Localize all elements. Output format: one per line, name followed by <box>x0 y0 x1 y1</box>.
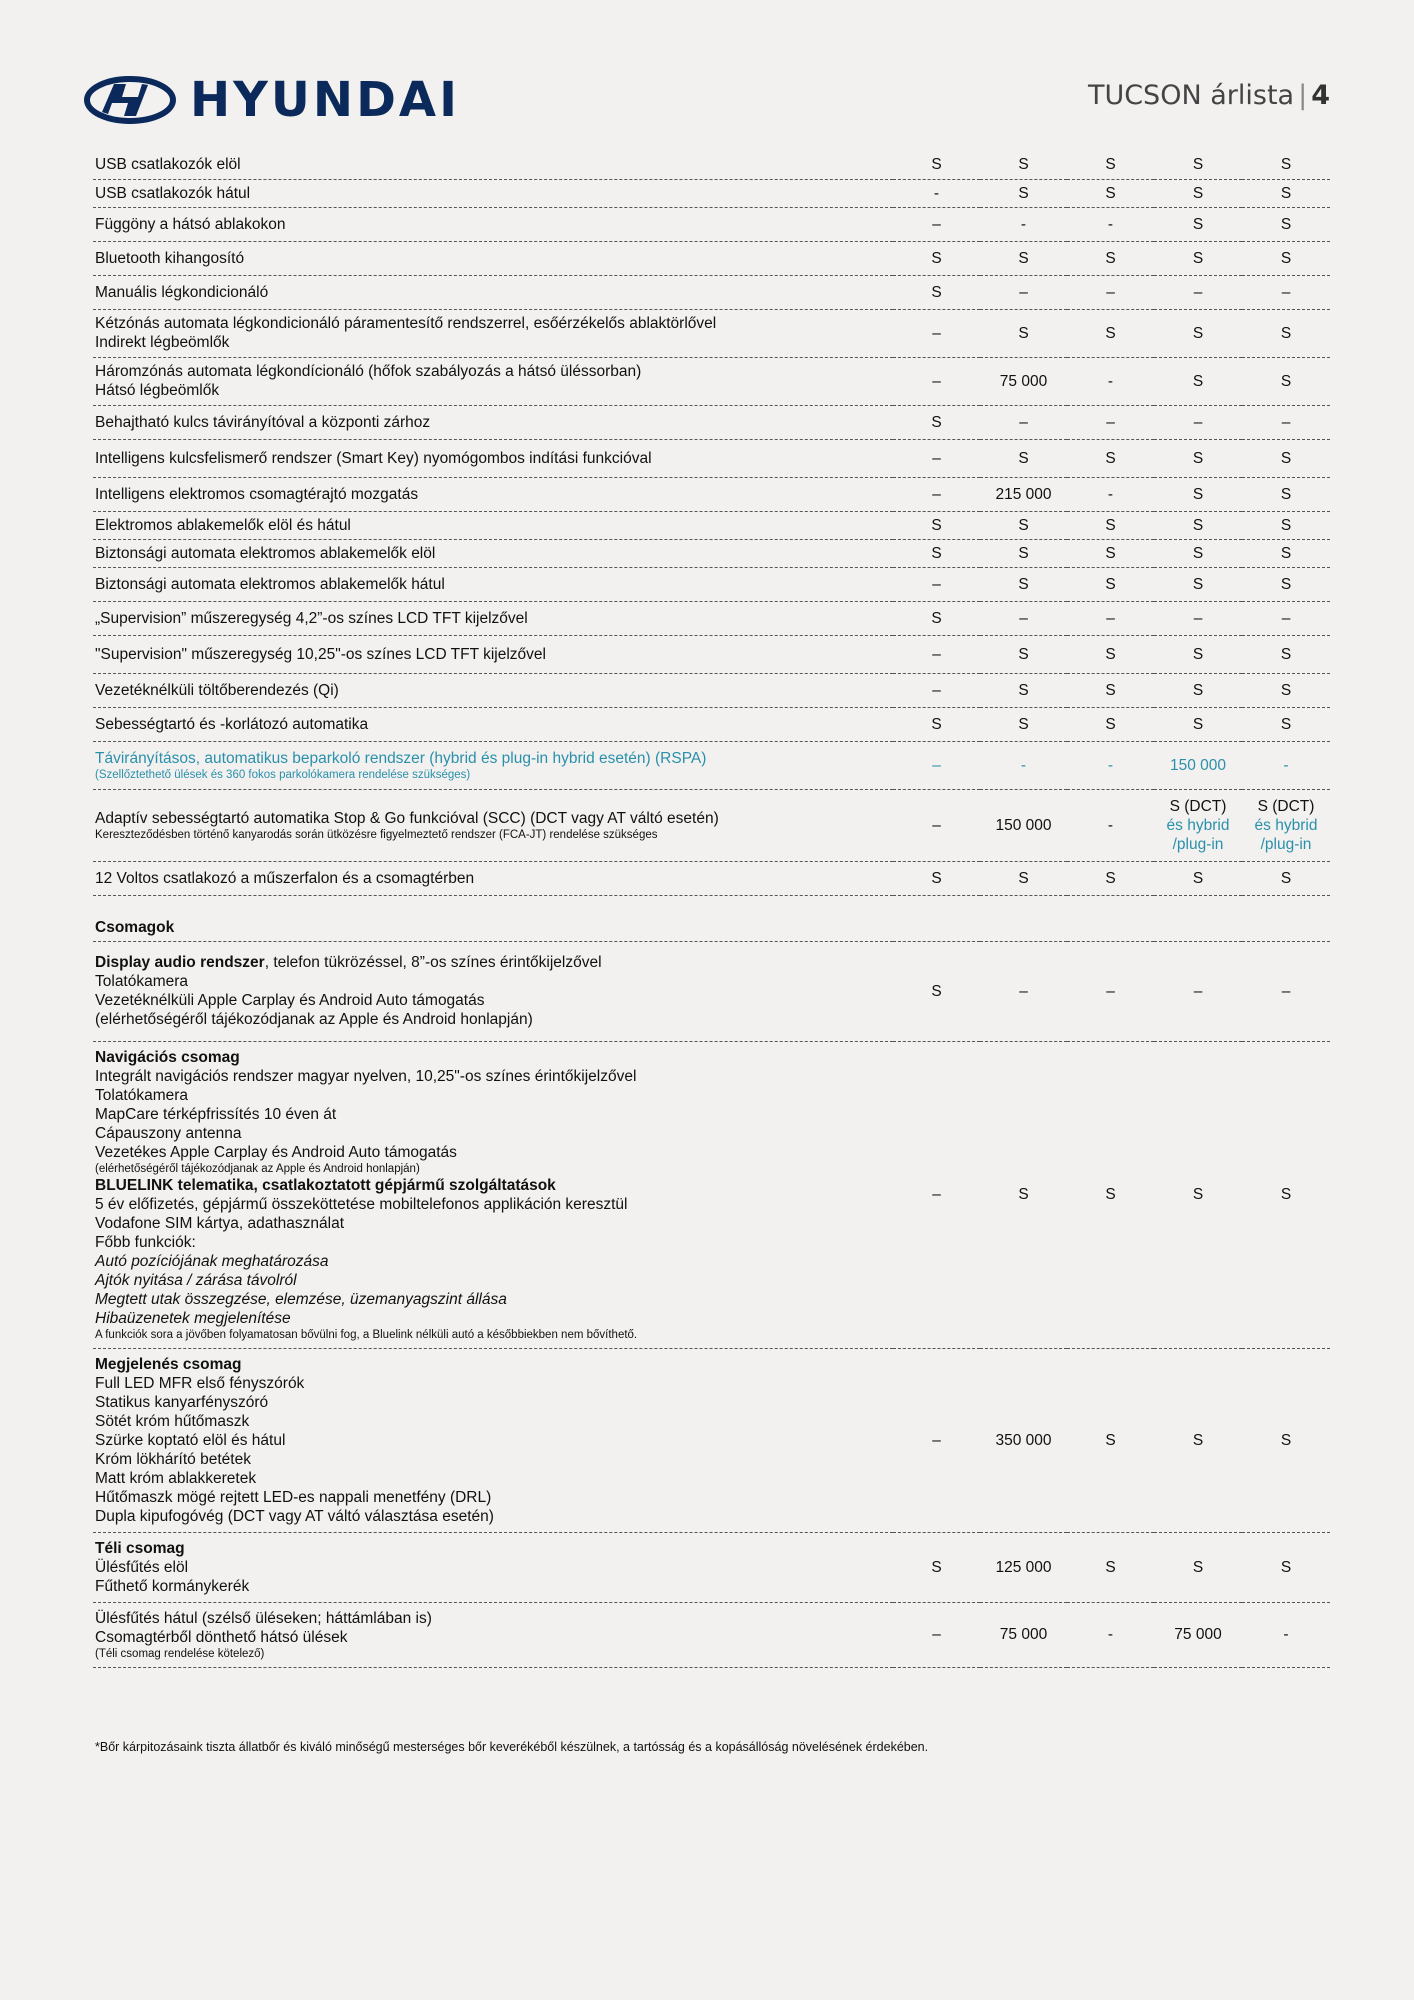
value-cell: 75 000 <box>1154 1602 1242 1667</box>
value-cell: S <box>1242 357 1330 405</box>
value-cell: S <box>980 439 1067 477</box>
table-row-12v <box>93 861 1330 895</box>
table-row-display-audio <box>93 941 1330 1041</box>
value-cell: – <box>1242 601 1330 635</box>
value-cell: – <box>893 1348 980 1532</box>
row-label <box>93 151 893 179</box>
row-label-line: Biztonsági automata elektromos ablakemelők hátul <box>95 575 445 593</box>
look-line: Statikus kanyarfényszóró <box>95 1393 269 1411</box>
value-cell <box>1242 789 1330 861</box>
value-cell: S <box>1242 1532 1330 1602</box>
row-label-line: Biztonsági automata elektromos ablakemelők elöl <box>95 544 436 562</box>
table-row <box>93 357 1330 405</box>
nav-line: Vodafone SIM kártya, adathasználat <box>95 1214 345 1232</box>
row-label <box>93 357 893 405</box>
look-line: Full LED MFR első fényszórók <box>95 1374 305 1392</box>
value-cell: - <box>1067 741 1154 789</box>
value-cell: S <box>1154 207 1242 241</box>
value-cell: – <box>893 567 980 601</box>
value-cell <box>1154 789 1242 861</box>
display-line: Tolatókamera <box>95 973 189 990</box>
value-cell: - <box>1242 1602 1330 1667</box>
value-cell: – <box>893 309 980 357</box>
value-cell: S <box>1067 1532 1154 1602</box>
value-cell: S <box>1154 477 1242 511</box>
row-label <box>93 789 893 861</box>
value-cell: - <box>893 179 980 207</box>
value-cell: S <box>980 539 1067 567</box>
value-cell: – <box>1242 275 1330 309</box>
value-cell: S <box>980 309 1067 357</box>
value-cell: – <box>1067 405 1154 439</box>
value-cell: – <box>893 1602 980 1667</box>
row-label-line: USB csatlakozók elöl <box>95 156 241 174</box>
row-label-line: USB csatlakozók hátul <box>95 184 251 202</box>
row-label-line: "Supervision" műszeregység 10,25"-os színes LCD TFT kijelzővel <box>95 645 546 663</box>
value-cell: - <box>980 207 1067 241</box>
plugin-label: /plug-in <box>1172 835 1224 853</box>
row-label <box>93 309 893 357</box>
title-separator: | <box>1298 80 1308 111</box>
row-label <box>93 1532 893 1602</box>
nav-line: Cápauszony antenna <box>95 1124 242 1142</box>
rear-heat-line: Csomagtérből dönthető hátsó ülések <box>95 1628 348 1646</box>
value-cell: S <box>1067 673 1154 707</box>
display-title: Display audio rendszer <box>95 954 265 971</box>
nav-line: Vezetékes Apple Carplay és Android Auto támogatás <box>95 1143 457 1161</box>
value-cell: S <box>893 707 980 741</box>
value-cell: 150 000 <box>1154 741 1242 789</box>
value-cell: - <box>1067 357 1154 405</box>
nav-line: 5 év előfizetés, gépjármű összeköttetése mobiltelefonos applikáción keresztül <box>95 1195 628 1213</box>
row-label <box>93 1041 893 1348</box>
value-cell: – <box>1067 601 1154 635</box>
value-cell: S <box>1067 567 1154 601</box>
table-row <box>93 567 1330 601</box>
value-cell: S <box>1154 179 1242 207</box>
row-label <box>93 673 893 707</box>
nav-line: Tolatókamera <box>95 1086 189 1104</box>
rspa-title: Távirányításos, automatikus beparkoló rendszer (hybrid és plug-in hybrid esetén) (RSPA) <box>95 749 707 767</box>
value-cell: 125 000 <box>980 1532 1067 1602</box>
value-cell: – <box>1154 405 1242 439</box>
value-cell: S <box>980 707 1067 741</box>
value-cell: S <box>1067 707 1154 741</box>
value-cell: 350 000 <box>980 1348 1067 1532</box>
row-label <box>93 539 893 567</box>
table-row <box>93 151 1330 179</box>
row-label <box>93 601 893 635</box>
value-cell: S <box>1154 635 1242 673</box>
value-cell: S <box>1242 567 1330 601</box>
dct-label: S (DCT) <box>1257 797 1315 815</box>
row-label-line: Indirekt légbeömlők <box>95 334 230 351</box>
rear-heat-line: Ülésfűtés hátul (szélső üléseken; háttámlában is) <box>95 1609 432 1627</box>
row-label-line: Intelligens elektromos csomagtérajtó mozgatás <box>95 485 419 503</box>
value-cell: – <box>1154 601 1242 635</box>
spec-table <box>93 151 1330 1668</box>
look-line: Dupla kipufogóvég (DCT vagy AT váltó választása esetén) <box>95 1507 494 1525</box>
value-cell: S <box>1242 1041 1330 1348</box>
value-cell: S <box>1067 539 1154 567</box>
table-row-winter-package <box>93 1532 1330 1602</box>
value-cell: S <box>1154 539 1242 567</box>
value-cell: S <box>1154 567 1242 601</box>
value-cell: – <box>893 357 980 405</box>
value-cell: S <box>1067 241 1154 275</box>
value-cell: S <box>893 539 980 567</box>
row-label <box>93 941 893 1041</box>
row-label <box>93 405 893 439</box>
value-cell: S <box>1242 207 1330 241</box>
value-cell: S <box>1242 539 1330 567</box>
value-cell: S <box>1242 511 1330 539</box>
row-label <box>93 511 893 539</box>
table-row <box>93 241 1330 275</box>
look-line: Sötét króm hűtőmaszk <box>95 1412 250 1430</box>
look-line: Króm lökhárító betétek <box>95 1450 251 1468</box>
row-label-line: Vezetéknélküli töltőberendezés (Qi) <box>95 681 339 699</box>
hyundai-emblem-icon <box>84 76 176 124</box>
value-cell: S <box>1242 1348 1330 1532</box>
row-label-line: Sebességtartó és -korlátozó automatika <box>95 715 369 733</box>
value-cell: 75 000 <box>980 1602 1067 1667</box>
value-cell: S <box>1242 179 1330 207</box>
value-cell: S <box>1242 707 1330 741</box>
display-line: Vezetéknélküli Apple Carplay és Android Auto támogatás <box>95 992 485 1009</box>
value-cell: S <box>980 179 1067 207</box>
row-label <box>93 707 893 741</box>
brand-wordmark: HYUNDAI <box>190 72 460 128</box>
value-cell: S <box>893 861 980 895</box>
row-label <box>93 567 893 601</box>
row-label-line: Manuális légkondicionáló <box>95 283 269 301</box>
table-row <box>93 511 1330 539</box>
dct-label: S (DCT) <box>1169 797 1227 815</box>
value-cell: S <box>893 1532 980 1602</box>
value-cell: - <box>980 741 1067 789</box>
hyundai-logo <box>84 74 460 126</box>
table-row <box>93 309 1330 357</box>
row-label-line: Háromzónás automata légkondícionáló (hőfok szabályozás a hátsó üléssorban) <box>95 363 642 380</box>
value-cell: S <box>980 151 1067 179</box>
look-line: Szürke koptató elöl és hátul <box>95 1431 286 1449</box>
value-cell: S <box>980 861 1067 895</box>
table-row-rspa <box>93 741 1330 789</box>
value-cell: S <box>1067 511 1154 539</box>
table-row-rear-heat <box>93 1602 1330 1667</box>
value-cell: - <box>1067 789 1154 861</box>
nav-small-note: (elérhetőségéről tájékozódjanak az Apple és Android honlapján) <box>95 1162 420 1175</box>
row-label <box>93 741 893 789</box>
value-cell: S <box>1242 439 1330 477</box>
look-line: Matt króm ablakkeretek <box>95 1469 257 1487</box>
nav-feature: Hibaüzenetek megjelenítése <box>95 1309 291 1327</box>
hybrid-label: és hybrid <box>1254 816 1318 834</box>
row-label <box>93 1348 893 1532</box>
row-label <box>93 477 893 511</box>
value-cell: – <box>893 207 980 241</box>
nav-line: Integrált navigációs rendszer magyar nyelven, 10,25"-os színes érintőkijelzővel <box>95 1067 637 1085</box>
row-label-line: Bluetooth kihangosító <box>95 249 245 267</box>
value-cell: S <box>1242 309 1330 357</box>
value-cell: S <box>893 601 980 635</box>
value-cell: S <box>1154 241 1242 275</box>
nav-line: MapCare térképfrissítés 10 éven át <box>95 1105 337 1123</box>
value-cell: S <box>980 567 1067 601</box>
row-label <box>93 635 893 673</box>
value-cell: S <box>1242 673 1330 707</box>
value-cell: 150 000 <box>980 789 1067 861</box>
value-cell: S <box>1067 151 1154 179</box>
nav-small-note: A funkciók sora a jövőben folyamatosan bővülni fog, a Bluelink nélküli autó a későbbiekben nem bővíthető. <box>95 1328 638 1341</box>
value-cell: S <box>1067 179 1154 207</box>
row-label-line: Hátsó légbeömlők <box>95 382 220 399</box>
table-row <box>93 539 1330 567</box>
nav-line: Főbb funkciók: <box>95 1233 196 1251</box>
table-row <box>93 207 1330 241</box>
value-cell: – <box>1067 941 1154 1041</box>
page-number: 4 <box>1311 80 1330 111</box>
row-label <box>93 1602 893 1667</box>
value-cell: S <box>1154 309 1242 357</box>
value-cell: 215 000 <box>980 477 1067 511</box>
value-cell: – <box>893 673 980 707</box>
value-cell: S <box>1242 241 1330 275</box>
value-cell: S <box>1242 151 1330 179</box>
value-cell: S <box>1067 635 1154 673</box>
value-cell: S <box>980 241 1067 275</box>
value-cell: – <box>980 405 1067 439</box>
doc-title: TUCSON árlista <box>1087 80 1295 111</box>
footnote: *Bőr kárpitozásaink tiszta állatbőr és kiváló minőségű mesterséges bőr keverékéből készülnek, a tartósság és a kopásállóság növelésének érdekében. <box>95 1740 929 1754</box>
value-cell: S <box>1154 151 1242 179</box>
row-label-line: Intelligens kulcsfelismerő rendszer (Smart Key) nyomógombos indítási funkcióval <box>95 449 652 467</box>
row-label <box>93 275 893 309</box>
value-cell: S <box>1154 861 1242 895</box>
section-heading: Csomagok <box>93 895 1330 941</box>
value-cell: S <box>1067 439 1154 477</box>
look-line: Hűtőmaszk mögé rejtett LED-es nappali menetfény (DRL) <box>95 1488 492 1506</box>
value-cell: S <box>980 673 1067 707</box>
row-label <box>93 179 893 207</box>
table-row-look-package <box>93 1348 1330 1532</box>
value-cell: – <box>980 275 1067 309</box>
row-label: 12 Voltos csatlakozó a műszerfalon és a csomagtérben <box>93 861 893 895</box>
value-cell: S <box>1154 1041 1242 1348</box>
value-cell: – <box>893 439 980 477</box>
table-row-nav-package <box>93 1041 1330 1348</box>
value-cell: – <box>893 477 980 511</box>
row-label <box>93 439 893 477</box>
value-cell: S <box>893 941 980 1041</box>
row-label <box>93 241 893 275</box>
table-row-scc <box>93 789 1330 861</box>
nav-feature: Ajtók nyitása / zárása távolról <box>95 1271 297 1289</box>
table-row <box>93 601 1330 635</box>
value-cell: – <box>980 601 1067 635</box>
nav-feature: Megtett utak összegzése, elemzése, üzemanyagszint állása <box>95 1290 507 1308</box>
plugin-label: /plug-in <box>1260 835 1312 853</box>
table-row <box>93 673 1330 707</box>
table-row <box>93 275 1330 309</box>
row-label-line: Függöny a hátsó ablakokon <box>95 215 286 233</box>
hybrid-label: és hybrid <box>1166 816 1230 834</box>
row-label-line: Elektromos ablakemelők elöl és hátul <box>95 516 351 534</box>
table-row <box>93 477 1330 511</box>
value-cell: S <box>980 1041 1067 1348</box>
row-label-line: Behajtható kulcs távirányítóval a központi zárhoz <box>95 413 431 431</box>
row-label <box>93 207 893 241</box>
value-cell: – <box>1242 405 1330 439</box>
page-title <box>1088 80 1330 111</box>
value-cell: S <box>893 151 980 179</box>
value-cell: S <box>893 241 980 275</box>
value-cell: S <box>1067 309 1154 357</box>
value-cell: - <box>1067 1602 1154 1667</box>
table-row <box>93 635 1330 673</box>
value-cell: S <box>1242 861 1330 895</box>
value-cell: S <box>1154 673 1242 707</box>
value-cell: – <box>980 941 1067 1041</box>
row-label-line: Kétzónás automata légkondicionáló páramentesítő rendszerrel, esőérzékelős ablaktörlővel <box>95 315 717 332</box>
value-cell: – <box>893 635 980 673</box>
value-cell: - <box>1067 207 1154 241</box>
value-cell: S <box>980 635 1067 673</box>
value-cell: S <box>1067 861 1154 895</box>
scc-title: Adaptív sebességtartó automatika Stop & Go funkcióval (SCC) (DCT vagy AT váltó esetén) <box>95 809 719 827</box>
value-cell: S <box>1242 635 1330 673</box>
value-cell: 75 000 <box>980 357 1067 405</box>
value-cell: – <box>893 1041 980 1348</box>
value-cell: S <box>1154 439 1242 477</box>
value-cell: S <box>893 275 980 309</box>
value-cell: – <box>1154 275 1242 309</box>
value-cell: S <box>1154 357 1242 405</box>
look-title: Megjelenés csomag <box>95 1355 242 1373</box>
value-cell: - <box>1067 477 1154 511</box>
value-cell: S <box>893 405 980 439</box>
winter-title: Téli csomag <box>95 1539 185 1557</box>
nav-title: Navigációs csomag <box>95 1048 240 1066</box>
value-cell: S <box>1154 511 1242 539</box>
rear-heat-note: (Téli csomag rendelése kötelező) <box>95 1647 265 1660</box>
winter-line: Ülésfűtés elöl <box>95 1558 189 1576</box>
value-cell: – <box>893 741 980 789</box>
value-cell: S <box>1154 1532 1242 1602</box>
value-cell: – <box>1242 941 1330 1041</box>
value-cell: - <box>1242 741 1330 789</box>
scc-note: Kereszteződésben történő kanyarodás során ütközésre figyelmeztető rendszer (FCA-JT) rendelése szükséges <box>95 828 658 841</box>
value-cell: S <box>893 511 980 539</box>
value-cell: S <box>980 511 1067 539</box>
value-cell: S <box>1154 707 1242 741</box>
value-cell: S <box>1067 1041 1154 1348</box>
table-row <box>93 179 1330 207</box>
value-cell: S <box>1067 1348 1154 1532</box>
winter-line: Fűthető kormánykerék <box>95 1577 250 1595</box>
display-rest: , telefon tükrözéssel, 8”-os színes érintőkijelzővel <box>264 954 602 971</box>
value-cell: – <box>1067 275 1154 309</box>
rspa-note: (Szellőztethető ülések és 360 fokos parkolókamera rendelése szükséges) <box>95 768 471 781</box>
spec-table-body <box>93 151 1330 1667</box>
value-cell: – <box>893 789 980 861</box>
table-row <box>93 707 1330 741</box>
row-label-line: „Supervision” műszeregység 4,2”-os színes LCD TFT kijelzővel <box>95 609 528 627</box>
value-cell: – <box>1154 941 1242 1041</box>
table-row <box>93 439 1330 477</box>
section-heading-row <box>93 895 1330 941</box>
display-line: (elérhetőségéről tájékozódjanak az Apple és Android honlapján) <box>95 1011 533 1028</box>
bluelink-title: BLUELINK telematika, csatlakoztatott gépjármű szolgáltatások <box>95 1176 556 1194</box>
page-header <box>84 70 1330 130</box>
table-row <box>93 405 1330 439</box>
value-cell: S <box>1242 477 1330 511</box>
value-cell: S <box>1154 1348 1242 1532</box>
nav-feature: Autó pozíciójának meghatározása <box>95 1252 329 1270</box>
